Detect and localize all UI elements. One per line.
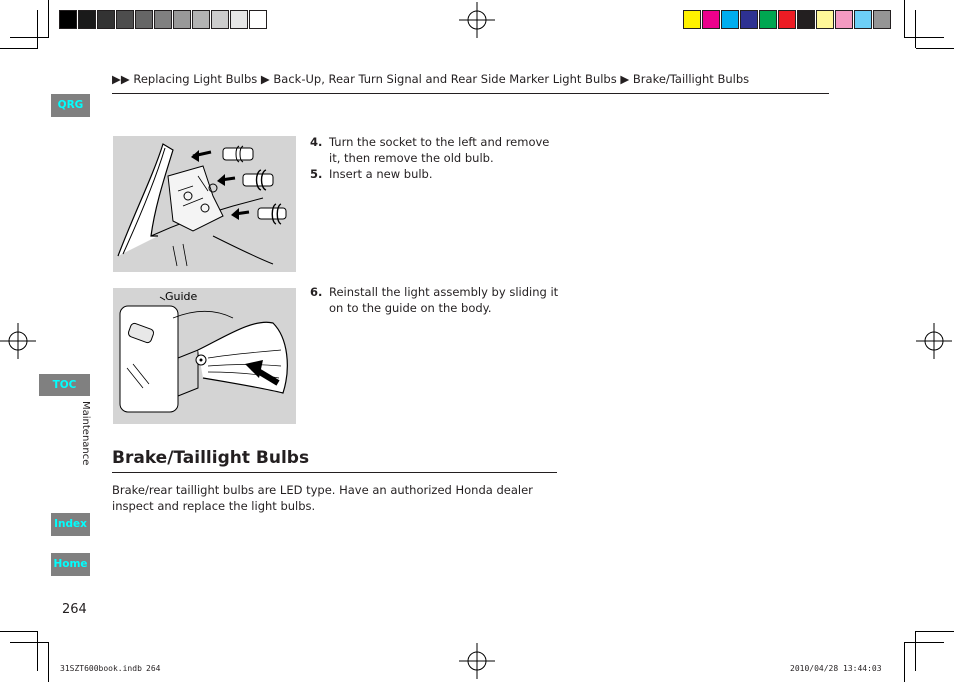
- step-6: [310, 284, 560, 316]
- registration-mark: [459, 2, 495, 38]
- color-swatch: [192, 10, 210, 29]
- step-number: 4.: [310, 135, 323, 149]
- crop-mark: [904, 642, 944, 643]
- crop-mark: [10, 37, 48, 38]
- step-4: [310, 134, 560, 166]
- breadcrumb-link-replacing-light-bulbs[interactable]: Replacing Light Bulbs: [133, 72, 258, 86]
- crop-mark: [904, 37, 944, 38]
- crop-mark: [48, 0, 49, 38]
- crop-mark: [904, 642, 905, 682]
- step-text: Turn the socket to the left and remove it, then remove the old bulb.: [329, 135, 550, 165]
- color-swatch: [173, 10, 191, 29]
- guide-callout: Guide: [165, 290, 198, 303]
- crop-mark: [0, 631, 38, 632]
- registration-mark: [0, 323, 36, 359]
- step-number: 6.: [310, 285, 323, 299]
- color-swatch: [59, 10, 77, 29]
- breadcrumb-separator-icon: ▶: [620, 72, 630, 86]
- registration-mark: [916, 323, 952, 359]
- color-swatch: [97, 10, 115, 29]
- header-rule: [112, 93, 829, 94]
- crop-mark: [916, 631, 954, 632]
- crop-mark: [37, 10, 38, 48]
- crop-mark: [916, 48, 954, 49]
- color-swatch: [702, 10, 720, 29]
- breadcrumb: [112, 72, 749, 86]
- step-text: Insert a new bulb.: [329, 167, 433, 181]
- crop-mark: [915, 10, 916, 48]
- breadcrumb-separator-icon: ▶: [260, 72, 270, 86]
- toc-button[interactable]: TOC: [39, 374, 90, 396]
- color-swatch: [854, 10, 872, 29]
- section-tab-label: Maintenance: [80, 401, 91, 466]
- color-swatch: [740, 10, 758, 29]
- crop-mark: [904, 0, 905, 38]
- color-swatch: [135, 10, 153, 29]
- color-swatch: [249, 10, 267, 29]
- step-number: 5.: [310, 167, 323, 181]
- crop-mark: [48, 642, 49, 682]
- color-swatch: [816, 10, 834, 29]
- section-tab: [81, 401, 95, 471]
- breadcrumb-current-page: Brake/Taillight Bulbs: [632, 72, 750, 86]
- socket-removal-illustration: [113, 136, 296, 272]
- qrg-button[interactable]: QRG: [51, 94, 90, 117]
- slug-date: 2010/04/28: [790, 664, 839, 673]
- slug-file-name: 31SZT600book.indb: [60, 664, 142, 673]
- crop-mark: [0, 48, 38, 49]
- color-swatch: [721, 10, 739, 29]
- page-number: 264: [62, 602, 87, 617]
- slug-time: 13:44:03: [843, 664, 882, 673]
- taillight-socket-drawing: [113, 136, 296, 272]
- color-swatch: [835, 10, 853, 29]
- color-swatch: [797, 10, 815, 29]
- breadcrumb-arrows-icon: ▶▶: [112, 72, 130, 86]
- color-swatch: [154, 10, 172, 29]
- crop-mark: [915, 631, 916, 671]
- color-swatch: [778, 10, 796, 29]
- color-swatch: [873, 10, 891, 29]
- home-button[interactable]: Home: [51, 553, 90, 576]
- section-heading-rule: [112, 472, 557, 473]
- registration-mark: [459, 643, 495, 679]
- index-button[interactable]: Index: [51, 513, 90, 536]
- step-5: [310, 166, 560, 182]
- color-swatch: [116, 10, 134, 29]
- light-assembly-guide-drawing: [113, 288, 296, 424]
- color-swatch: [683, 10, 701, 29]
- step-text: Reinstall the light assembly by sliding it on to the guide on the body.: [329, 285, 559, 315]
- color-swatch: [78, 10, 96, 29]
- color-swatch: [230, 10, 248, 29]
- color-swatch: [759, 10, 777, 29]
- crop-mark: [37, 631, 38, 671]
- slug-page: 264: [146, 664, 161, 673]
- section-body-text: Brake/rear taillight bulbs are LED type. Have an authorized Honda dealer inspect and replace the light bulbs.: [112, 483, 533, 513]
- color-swatch: [211, 10, 229, 29]
- section-heading: Brake/Taillight Bulbs: [112, 448, 310, 468]
- crop-mark: [10, 642, 48, 643]
- reinstall-illustration: [113, 288, 296, 424]
- breadcrumb-link-backup-rear-turn-signal[interactable]: Back-Up, Rear Turn Signal and Rear Side Marker Light Bulbs: [273, 72, 617, 86]
